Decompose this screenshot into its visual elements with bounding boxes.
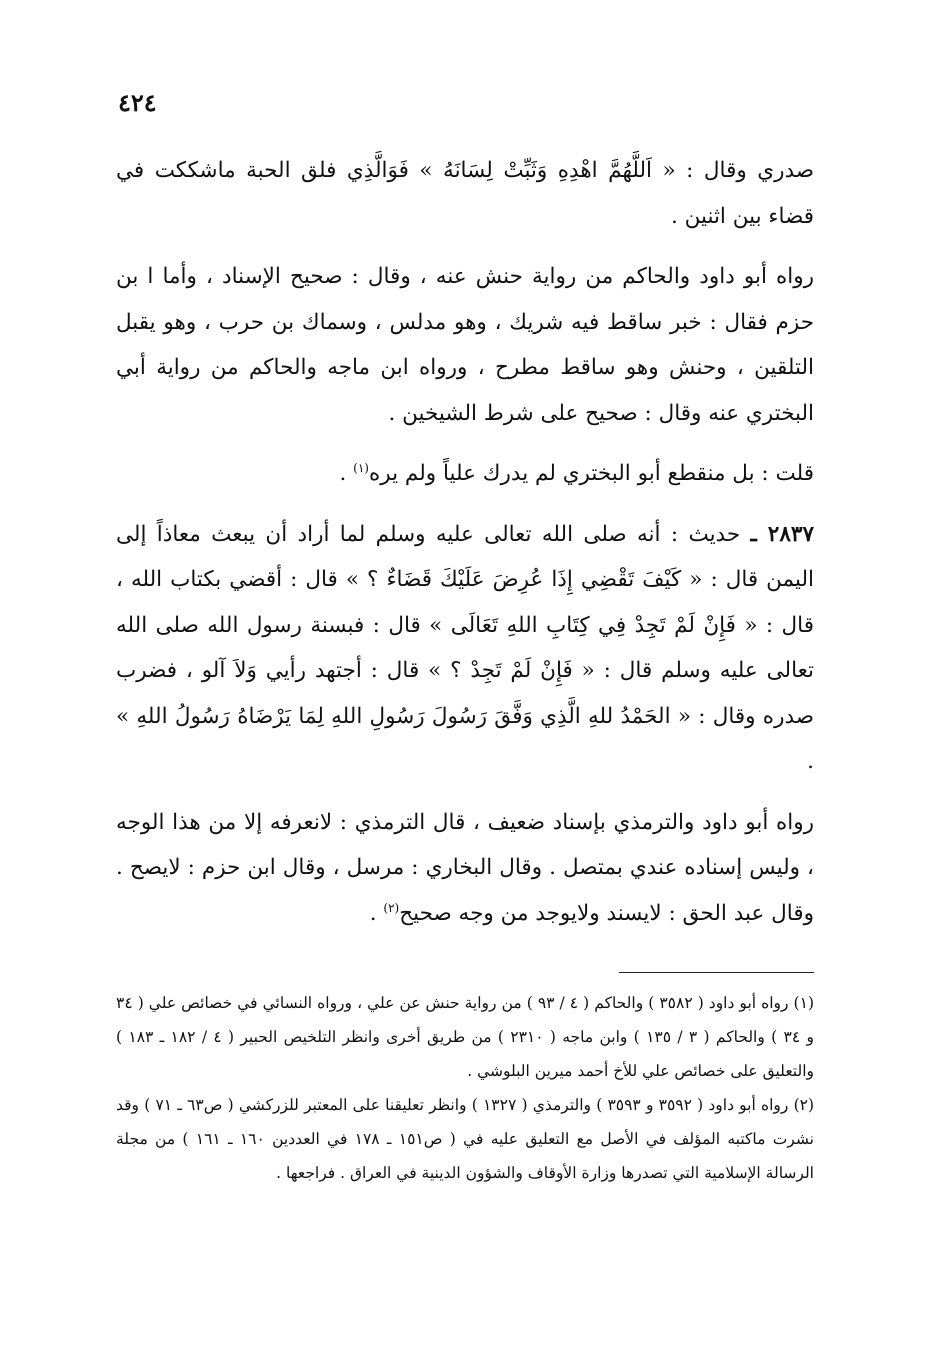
page-number: ٤٢٤ bbox=[118, 88, 157, 117]
footnote-2: (٢) رواه أبو داود ( ٣٥٩٢ و ٣٥٩٣ ) والترمذي ( ١٣٢٧ ) وانظر تعليقنا على المعتبر للزركشي ( ص٦٣ ـ ٧١ ) وقد نشرت ماكتبه المؤلف في الأصل مع التعليق عليه في ( ص١٥١ ـ ١٧٨ في العددين ١٦٠ ـ ١٦١ ) من مجلة الرسالة الإسلامية التي تصدرها وزارة الأوقاف والشؤون الدينية في العراق . فراجعها . bbox=[116, 1096, 815, 1182]
paragraph-text: رواه أبو داود والحاكم من رواية حنش عنه ، وقال : صحيح الإسناد ، وأما ا بن حزم فقال : خبر ساقط فيه شريك ، وهو مدلس ، وسماك بن حرب ، وهو يقبل التلقين ، وحنش وهو ساقط مطرح ، ورواه ابن ماجه والحاكم من رواية أبي البختري عنه وقال : صحيح على شرط الشيخين . bbox=[116, 264, 814, 426]
paragraph-4 bbox=[116, 512, 814, 785]
paragraph-text: حديث : أنه صلى الله تعالى عليه وسلم لما أراد أن يبعث معاذاً إلى اليمن قال : « كَيْفَ تَقْضِي إِذَا عُرِضَ عَلَيْكَ قَضَاءٌ ؟ » قال : أقضي بكتاب الله ، قال : « فَإِنْ لَمْ تَجِدْ فِي كِتَابِ اللهِ تَعَالَى » قال : فبسنة رسول الله صلى الله تعالى عليه وسلم قال : « فَإِنْ لَمْ تَجِدْ ؟ » قال : أجتهد رأيي وَلاَ آلو ، فضرب صدره وقال : « الحَمْدُ للهِ الَّذِي وَفَّقَ رَسُولَ رَسُولِ اللهِ لِمَا يَرْضَاهُ رَسُولُ اللهِ » . bbox=[116, 521, 814, 774]
paragraph-end: . bbox=[369, 900, 384, 926]
main-text bbox=[116, 148, 814, 936]
footnote-marker[interactable]: (١) bbox=[353, 460, 369, 475]
hadith-number: ٢٨٣٧ ـ bbox=[750, 521, 814, 547]
paragraph-text: رواه أبو داود والترمذي بإسناد ضعيف ، قال الترمذي : لانعرفه إلا من هذا الوجه ، وليس إسناده عندي بمتصل . وقال البخاري : مرسل ، وقال ابن حزم : لايصح . وقال عبد الحق : لايسند ولايوجد من وجه صحيح bbox=[116, 809, 814, 926]
footnotes bbox=[116, 986, 814, 1190]
footnote-1: (١) رواه أبو داود ( ٣٥٨٢ ) والحاكم ( ٤ / ٩٣ ) من رواية حنش عن علي ، ورواه النسائي في خصائص علي ( ٣٤ و ٣٤ ) والحاكم ( ٣ / ١٣٥ ) وابن ماجه ( ٢٣١٠ ) من طريق أخرى وانظر التلخيص الحبير ( ٤ / ١٨٢ ـ ١٨٣ ) والتعليق على خصائص علي للأخ أحمد ميرين البلوشي . bbox=[116, 994, 814, 1080]
paragraph-end: . bbox=[339, 461, 354, 486]
paragraph-text: صدري وقال : « اَللَّهُمَّ اهْدِهِ وَثَبِّتْ لِسَانَهُ » فَوَالَّذِي فلق الحبة ماشككت في قضاء بين اثنين . bbox=[116, 158, 814, 229]
footnote-marker[interactable]: (٢) bbox=[383, 900, 400, 915]
paragraph-2 bbox=[116, 254, 814, 436]
paragraph-text: قلت : بل منقطع أبو البختري لم يدرك علياً ولم يره bbox=[368, 461, 814, 486]
paragraph-5 bbox=[116, 800, 814, 937]
paragraph-1 bbox=[116, 148, 814, 239]
paragraph-3 bbox=[116, 451, 814, 497]
footnote-divider bbox=[619, 972, 814, 973]
